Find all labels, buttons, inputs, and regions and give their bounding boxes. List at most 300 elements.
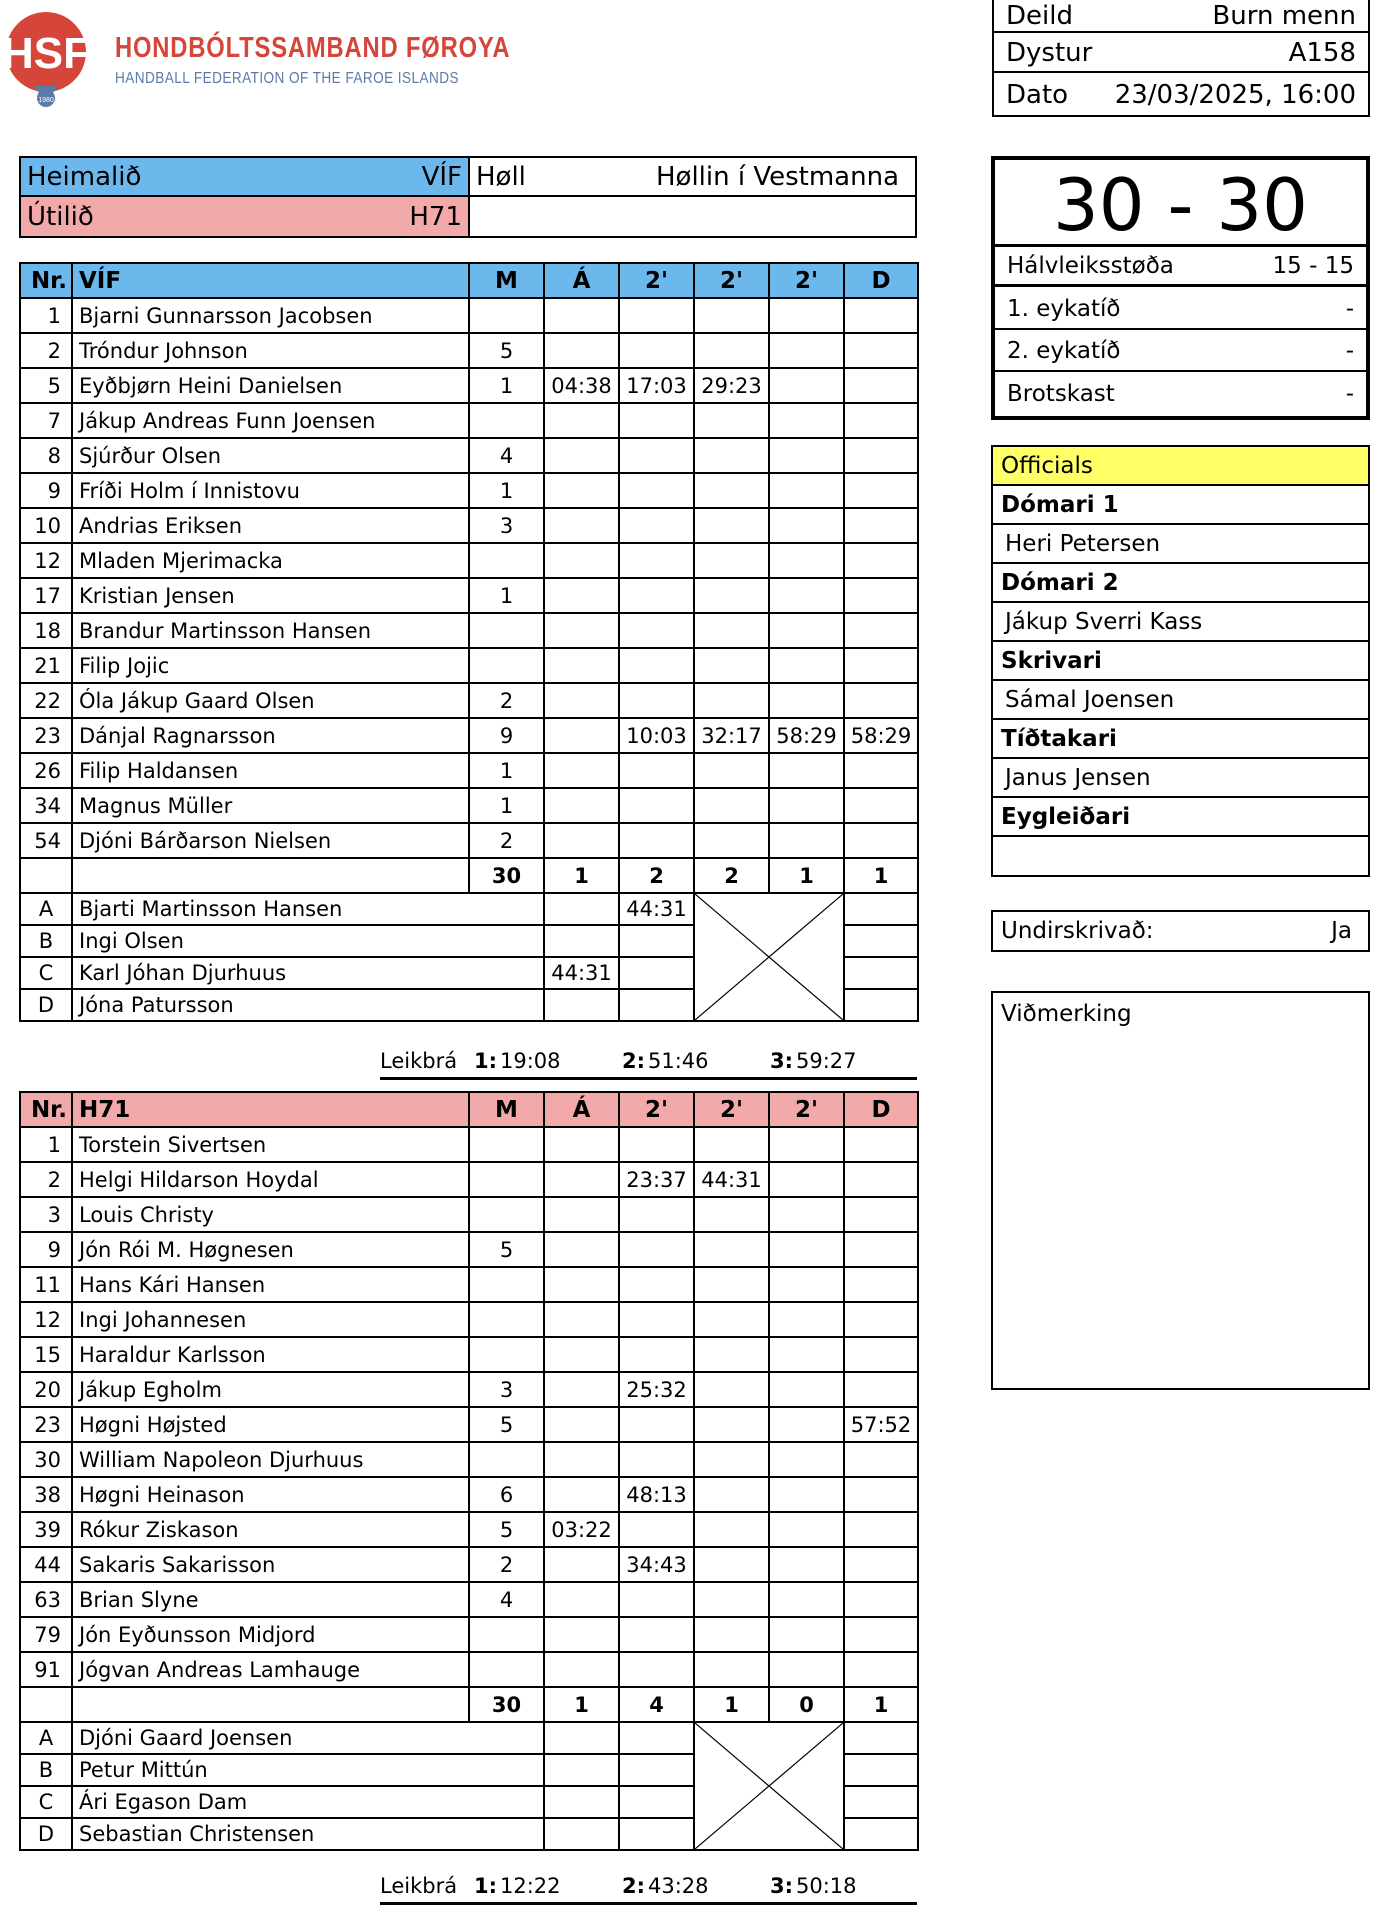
player-d <box>844 333 918 368</box>
player-p3 <box>769 648 844 683</box>
player-p2 <box>694 508 769 543</box>
player-d <box>844 438 918 473</box>
player-d <box>844 823 918 858</box>
player-d <box>844 753 918 788</box>
signed-value: Ja <box>1331 918 1352 944</box>
player-number: 21 <box>20 648 72 683</box>
official-d <box>844 1722 918 1754</box>
player-name: Jógvan Andreas Lamhauge <box>72 1652 469 1687</box>
player-p3 <box>769 298 844 333</box>
player-m: 3 <box>469 508 544 543</box>
player-name: William Napoleon Djurhuus <box>72 1442 469 1477</box>
player-p3 <box>769 438 844 473</box>
player-d <box>844 1372 918 1407</box>
official-id: C <box>20 1786 72 1818</box>
player-row <box>20 403 918 438</box>
player-m: 5 <box>469 1407 544 1442</box>
player-p1: 34:43 <box>619 1547 694 1582</box>
player-number: 54 <box>20 823 72 858</box>
player-p1 <box>619 578 694 613</box>
total-p1: 4 <box>619 1687 694 1722</box>
official-blank <box>469 1818 544 1850</box>
player-m: 9 <box>469 718 544 753</box>
player-name: Óla Jákup Gaard Olsen <box>72 683 469 718</box>
remarks-box <box>991 991 1370 1390</box>
dystur-label: Dystur <box>1006 38 1093 68</box>
overtime-2-label: 2. eykatíð <box>1007 338 1121 364</box>
player-a <box>544 1582 619 1617</box>
logo-year: 1980 <box>38 97 54 104</box>
referee-2-name: Jákup Sverri Kass <box>993 603 1368 642</box>
player-p1 <box>619 613 694 648</box>
player-row <box>20 543 918 578</box>
overtime-1-label: 1. eykatíð <box>1007 296 1121 322</box>
player-row <box>20 438 918 473</box>
player-number: 18 <box>20 613 72 648</box>
referee-1-name: Heri Petersen <box>993 525 1368 564</box>
player-name: Ingi Johannesen <box>72 1302 469 1337</box>
player-d <box>844 368 918 403</box>
remarks-label: Viðmerking <box>1001 1001 1132 1027</box>
player-number: 34 <box>20 788 72 823</box>
official-blank <box>469 989 544 1021</box>
official-id: A <box>20 1722 72 1754</box>
official-name: Karl Jóhan Djurhuus <box>72 957 469 989</box>
col-a: Á <box>544 1092 619 1127</box>
crossed-cells <box>694 1722 844 1850</box>
player-p3 <box>769 788 844 823</box>
player-row <box>20 1267 918 1302</box>
officials-title: Officials <box>993 447 1368 486</box>
player-row <box>20 473 918 508</box>
timeout-1-label: 1: <box>474 1874 498 1898</box>
official-name: Petur Mittún <box>72 1754 469 1786</box>
timeout-label: Leikbrá <box>380 1874 458 1898</box>
player-p1 <box>619 1127 694 1162</box>
total-d: 1 <box>844 1687 918 1722</box>
player-m <box>469 1442 544 1477</box>
supervisor-name <box>993 837 1368 875</box>
player-name: Filip Haldansen <box>72 753 469 788</box>
player-number: 17 <box>20 578 72 613</box>
player-row <box>20 368 918 403</box>
col-team: VÍF <box>72 263 469 298</box>
player-m: 1 <box>469 578 544 613</box>
scorer-name: Sámal Joensen <box>993 681 1368 720</box>
player-d <box>844 1652 918 1687</box>
player-row <box>20 718 918 753</box>
player-m: 1 <box>469 788 544 823</box>
player-number: 8 <box>20 438 72 473</box>
home-value: VÍF <box>421 161 462 192</box>
timekeeper-name: Janus Jensen <box>993 759 1368 798</box>
official-a <box>544 1722 619 1754</box>
player-p2 <box>694 753 769 788</box>
player-p2 <box>694 1127 769 1162</box>
official-blank <box>469 893 544 925</box>
col-d: D <box>844 1092 918 1127</box>
official-d <box>844 1786 918 1818</box>
player-p2 <box>694 1652 769 1687</box>
player-a <box>544 1372 619 1407</box>
official-a <box>544 989 619 1021</box>
home-team-row <box>21 158 470 197</box>
player-p3 <box>769 578 844 613</box>
player-p3 <box>769 333 844 368</box>
official-name: Jóna Patursson <box>72 989 469 1021</box>
supervisor-label: Eygleiðari <box>993 798 1368 837</box>
player-p2 <box>694 1442 769 1477</box>
player-a <box>544 543 619 578</box>
player-p1 <box>619 508 694 543</box>
player-p1 <box>619 788 694 823</box>
official-d <box>844 925 918 957</box>
col-team: H71 <box>72 1092 469 1127</box>
player-p2 <box>694 438 769 473</box>
player-name: Hans Kári Hansen <box>72 1267 469 1302</box>
player-row <box>20 1512 918 1547</box>
player-a <box>544 1127 619 1162</box>
player-a: 04:38 <box>544 368 619 403</box>
timeout-2: 51:46 <box>648 1049 709 1073</box>
official-2min <box>619 957 694 989</box>
player-name: Rókur Ziskason <box>72 1512 469 1547</box>
official-d <box>844 1754 918 1786</box>
away-team-row <box>21 197 470 236</box>
player-p3 <box>769 1197 844 1232</box>
federation-name: HONDBÓLTSSAMBAND FØROYA <box>115 32 511 64</box>
player-p1 <box>619 753 694 788</box>
player-number: 15 <box>20 1337 72 1372</box>
total-d: 1 <box>844 858 918 893</box>
official-2min <box>619 1754 694 1786</box>
player-p2 <box>694 333 769 368</box>
player-a <box>544 823 619 858</box>
player-a <box>544 1547 619 1582</box>
penalties-label: Brotskast <box>1007 381 1115 407</box>
player-d <box>844 1337 918 1372</box>
player-p1 <box>619 543 694 578</box>
player-name: Jákup Egholm <box>72 1372 469 1407</box>
player-a <box>544 1442 619 1477</box>
player-name: Høgni Heinason <box>72 1477 469 1512</box>
official-2min: 44:31 <box>619 893 694 925</box>
player-name: Torstein Sivertsen <box>72 1127 469 1162</box>
player-d: 57:52 <box>844 1407 918 1442</box>
score-box <box>991 156 1370 420</box>
totals-empty <box>20 858 72 893</box>
player-p2 <box>694 1617 769 1652</box>
halftime-value: 15 - 15 <box>1272 252 1354 279</box>
official-2min <box>619 989 694 1021</box>
player-number: 9 <box>20 473 72 508</box>
hall-label: Høll <box>476 161 526 192</box>
player-m <box>469 1162 544 1197</box>
player-p1 <box>619 1512 694 1547</box>
player-p3 <box>769 613 844 648</box>
player-m: 3 <box>469 1372 544 1407</box>
dato-label: Dato <box>1006 80 1069 110</box>
hall-row <box>470 158 915 197</box>
player-a <box>544 1267 619 1302</box>
player-p1 <box>619 1337 694 1372</box>
player-p2 <box>694 1372 769 1407</box>
player-d <box>844 1477 918 1512</box>
away-header-row <box>20 1092 918 1127</box>
player-d <box>844 578 918 613</box>
player-d <box>844 683 918 718</box>
player-a <box>544 473 619 508</box>
total-p1: 2 <box>619 858 694 893</box>
player-p1: 23:37 <box>619 1162 694 1197</box>
player-d <box>844 1162 918 1197</box>
player-row <box>20 1652 918 1687</box>
player-m: 5 <box>469 1232 544 1267</box>
halftime-row <box>995 247 1366 287</box>
player-m: 1 <box>469 753 544 788</box>
timekeeper-label: Tíðtakari <box>993 720 1368 759</box>
player-p1 <box>619 1302 694 1337</box>
player-row <box>20 578 918 613</box>
player-row <box>20 648 918 683</box>
player-p2 <box>694 298 769 333</box>
official-id: B <box>20 1754 72 1786</box>
player-m <box>469 1267 544 1302</box>
player-number: 1 <box>20 298 72 333</box>
player-p1 <box>619 823 694 858</box>
player-p3 <box>769 403 844 438</box>
player-a <box>544 508 619 543</box>
col-nr: Nr. <box>20 263 72 298</box>
timeout-label: Leikbrá <box>380 1049 458 1073</box>
official-name: Sebastian Christensen <box>72 1818 469 1850</box>
player-number: 38 <box>20 1477 72 1512</box>
player-p1 <box>619 1407 694 1442</box>
player-row <box>20 1162 918 1197</box>
away-roster-table <box>19 1091 919 1851</box>
player-p2: 29:23 <box>694 368 769 403</box>
player-p2 <box>694 648 769 683</box>
player-a <box>544 298 619 333</box>
player-p1: 10:03 <box>619 718 694 753</box>
timeout-3-label: 3: <box>770 1874 794 1898</box>
official-blank <box>469 925 544 957</box>
player-number: 10 <box>20 508 72 543</box>
player-p2: 32:17 <box>694 718 769 753</box>
player-a: 03:22 <box>544 1512 619 1547</box>
player-p2 <box>694 1302 769 1337</box>
player-p1 <box>619 1617 694 1652</box>
player-m: 5 <box>469 333 544 368</box>
player-p2 <box>694 543 769 578</box>
player-p3 <box>769 508 844 543</box>
official-a <box>544 893 619 925</box>
federation-subtitle: HANDBALL FEDERATION OF THE FAROE ISLANDS <box>115 70 459 87</box>
player-a <box>544 683 619 718</box>
player-name: Bjarni Gunnarsson Jacobsen <box>72 298 469 333</box>
player-p1 <box>619 648 694 683</box>
player-row <box>20 753 918 788</box>
player-p2 <box>694 823 769 858</box>
player-d <box>844 1442 918 1477</box>
player-m <box>469 298 544 333</box>
player-p1 <box>619 1232 694 1267</box>
player-p3 <box>769 1372 844 1407</box>
official-a: 44:31 <box>544 957 619 989</box>
player-d: 58:29 <box>844 718 918 753</box>
player-a <box>544 578 619 613</box>
player-d <box>844 1232 918 1267</box>
timeout-1: 19:08 <box>500 1049 561 1073</box>
player-p3 <box>769 368 844 403</box>
player-m: 4 <box>469 438 544 473</box>
player-p3 <box>769 1232 844 1267</box>
teams-box <box>19 156 917 238</box>
dato-row <box>994 75 1368 115</box>
player-a <box>544 333 619 368</box>
official-d <box>844 1818 918 1850</box>
player-d <box>844 1302 918 1337</box>
player-p3 <box>769 1337 844 1372</box>
col-2min-1: 2' <box>619 263 694 298</box>
player-p3 <box>769 1477 844 1512</box>
player-p2 <box>694 1407 769 1442</box>
player-name: Sjúrður Olsen <box>72 438 469 473</box>
player-name: Mladen Mjerimacka <box>72 543 469 578</box>
official-id: C <box>20 957 72 989</box>
player-p1 <box>619 1652 694 1687</box>
player-name: Haraldur Karlsson <box>72 1337 469 1372</box>
player-name: Filip Jojic <box>72 648 469 683</box>
player-a <box>544 1302 619 1337</box>
player-m <box>469 1337 544 1372</box>
dystur-row <box>994 35 1368 73</box>
team-official-row <box>20 1722 918 1754</box>
player-row <box>20 1197 918 1232</box>
player-number: 20 <box>20 1372 72 1407</box>
player-d <box>844 473 918 508</box>
player-name: Høgni Højsted <box>72 1407 469 1442</box>
player-m: 6 <box>469 1477 544 1512</box>
official-a <box>544 1754 619 1786</box>
player-row <box>20 1477 918 1512</box>
player-a <box>544 1337 619 1372</box>
scorer-label: Skrivari <box>993 642 1368 681</box>
dato-value: 23/03/2025, 16:00 <box>1114 80 1356 110</box>
away-label: Útilið <box>27 201 94 232</box>
total-m: 30 <box>469 858 544 893</box>
timeout-2-label: 2: <box>622 1049 646 1073</box>
match-info-box <box>992 0 1370 117</box>
player-p3 <box>769 1547 844 1582</box>
overtime-1-row <box>995 290 1366 330</box>
player-p3 <box>769 1617 844 1652</box>
player-row <box>20 788 918 823</box>
player-d <box>844 1197 918 1232</box>
player-name: Djóni Bárðarson Nielsen <box>72 823 469 858</box>
player-d <box>844 1127 918 1162</box>
player-row <box>20 1232 918 1267</box>
player-d <box>844 508 918 543</box>
col-a: Á <box>544 263 619 298</box>
player-row <box>20 1127 918 1162</box>
totals-row <box>20 858 918 893</box>
official-name: Ári Egason Dam <box>72 1786 469 1818</box>
player-p3 <box>769 1512 844 1547</box>
official-2min <box>619 925 694 957</box>
player-p2 <box>694 1267 769 1302</box>
hsf-emblem-icon <box>4 6 90 110</box>
player-row <box>20 333 918 368</box>
player-name: Tróndur Johnson <box>72 333 469 368</box>
player-d <box>844 543 918 578</box>
player-name: Kristian Jensen <box>72 578 469 613</box>
player-name: Jón Eyðunsson Midjord <box>72 1617 469 1652</box>
player-p1 <box>619 403 694 438</box>
official-2min <box>619 1818 694 1850</box>
player-number: 79 <box>20 1617 72 1652</box>
deild-row <box>994 0 1368 33</box>
player-p2 <box>694 1512 769 1547</box>
deild-value: Burn menn <box>1212 0 1356 31</box>
total-a: 1 <box>544 858 619 893</box>
official-blank <box>469 1722 544 1754</box>
cross-mark-icon <box>695 894 843 1020</box>
home-header-row <box>20 263 918 298</box>
player-number: 5 <box>20 368 72 403</box>
home-label: Heimalið <box>27 161 142 192</box>
player-p1 <box>619 1582 694 1617</box>
col-2min-2: 2' <box>694 263 769 298</box>
overtime-2-value: - <box>1345 338 1354 364</box>
player-m <box>469 1652 544 1687</box>
official-a <box>544 1818 619 1850</box>
player-p2 <box>694 613 769 648</box>
player-name: Fríði Holm í Innistovu <box>72 473 469 508</box>
signed-box <box>991 910 1370 952</box>
player-p3 <box>769 1407 844 1442</box>
player-a <box>544 1162 619 1197</box>
player-p1: 25:32 <box>619 1372 694 1407</box>
player-name: Jákup Andreas Funn Joensen <box>72 403 469 438</box>
timeout-1: 12:22 <box>500 1874 561 1898</box>
player-p1: 17:03 <box>619 368 694 403</box>
player-p3 <box>769 473 844 508</box>
player-p2 <box>694 1232 769 1267</box>
player-p1 <box>619 438 694 473</box>
player-a <box>544 1617 619 1652</box>
player-p3 <box>769 1267 844 1302</box>
player-name: Dánjal Ragnarsson <box>72 718 469 753</box>
player-p2 <box>694 1547 769 1582</box>
player-a <box>544 788 619 823</box>
player-row <box>20 298 918 333</box>
timeout-2: 43:28 <box>648 1874 709 1898</box>
player-p1 <box>619 1442 694 1477</box>
cross-mark-icon <box>695 1723 843 1849</box>
player-m <box>469 1617 544 1652</box>
player-number: 12 <box>20 1302 72 1337</box>
player-p2: 44:31 <box>694 1162 769 1197</box>
player-a <box>544 1232 619 1267</box>
player-row <box>20 823 918 858</box>
official-name: Djóni Gaard Joensen <box>72 1722 469 1754</box>
totals-empty <box>20 1687 72 1722</box>
player-d <box>844 648 918 683</box>
away-value: H71 <box>409 201 462 232</box>
officials-box <box>991 445 1370 877</box>
total-p3: 1 <box>769 858 844 893</box>
